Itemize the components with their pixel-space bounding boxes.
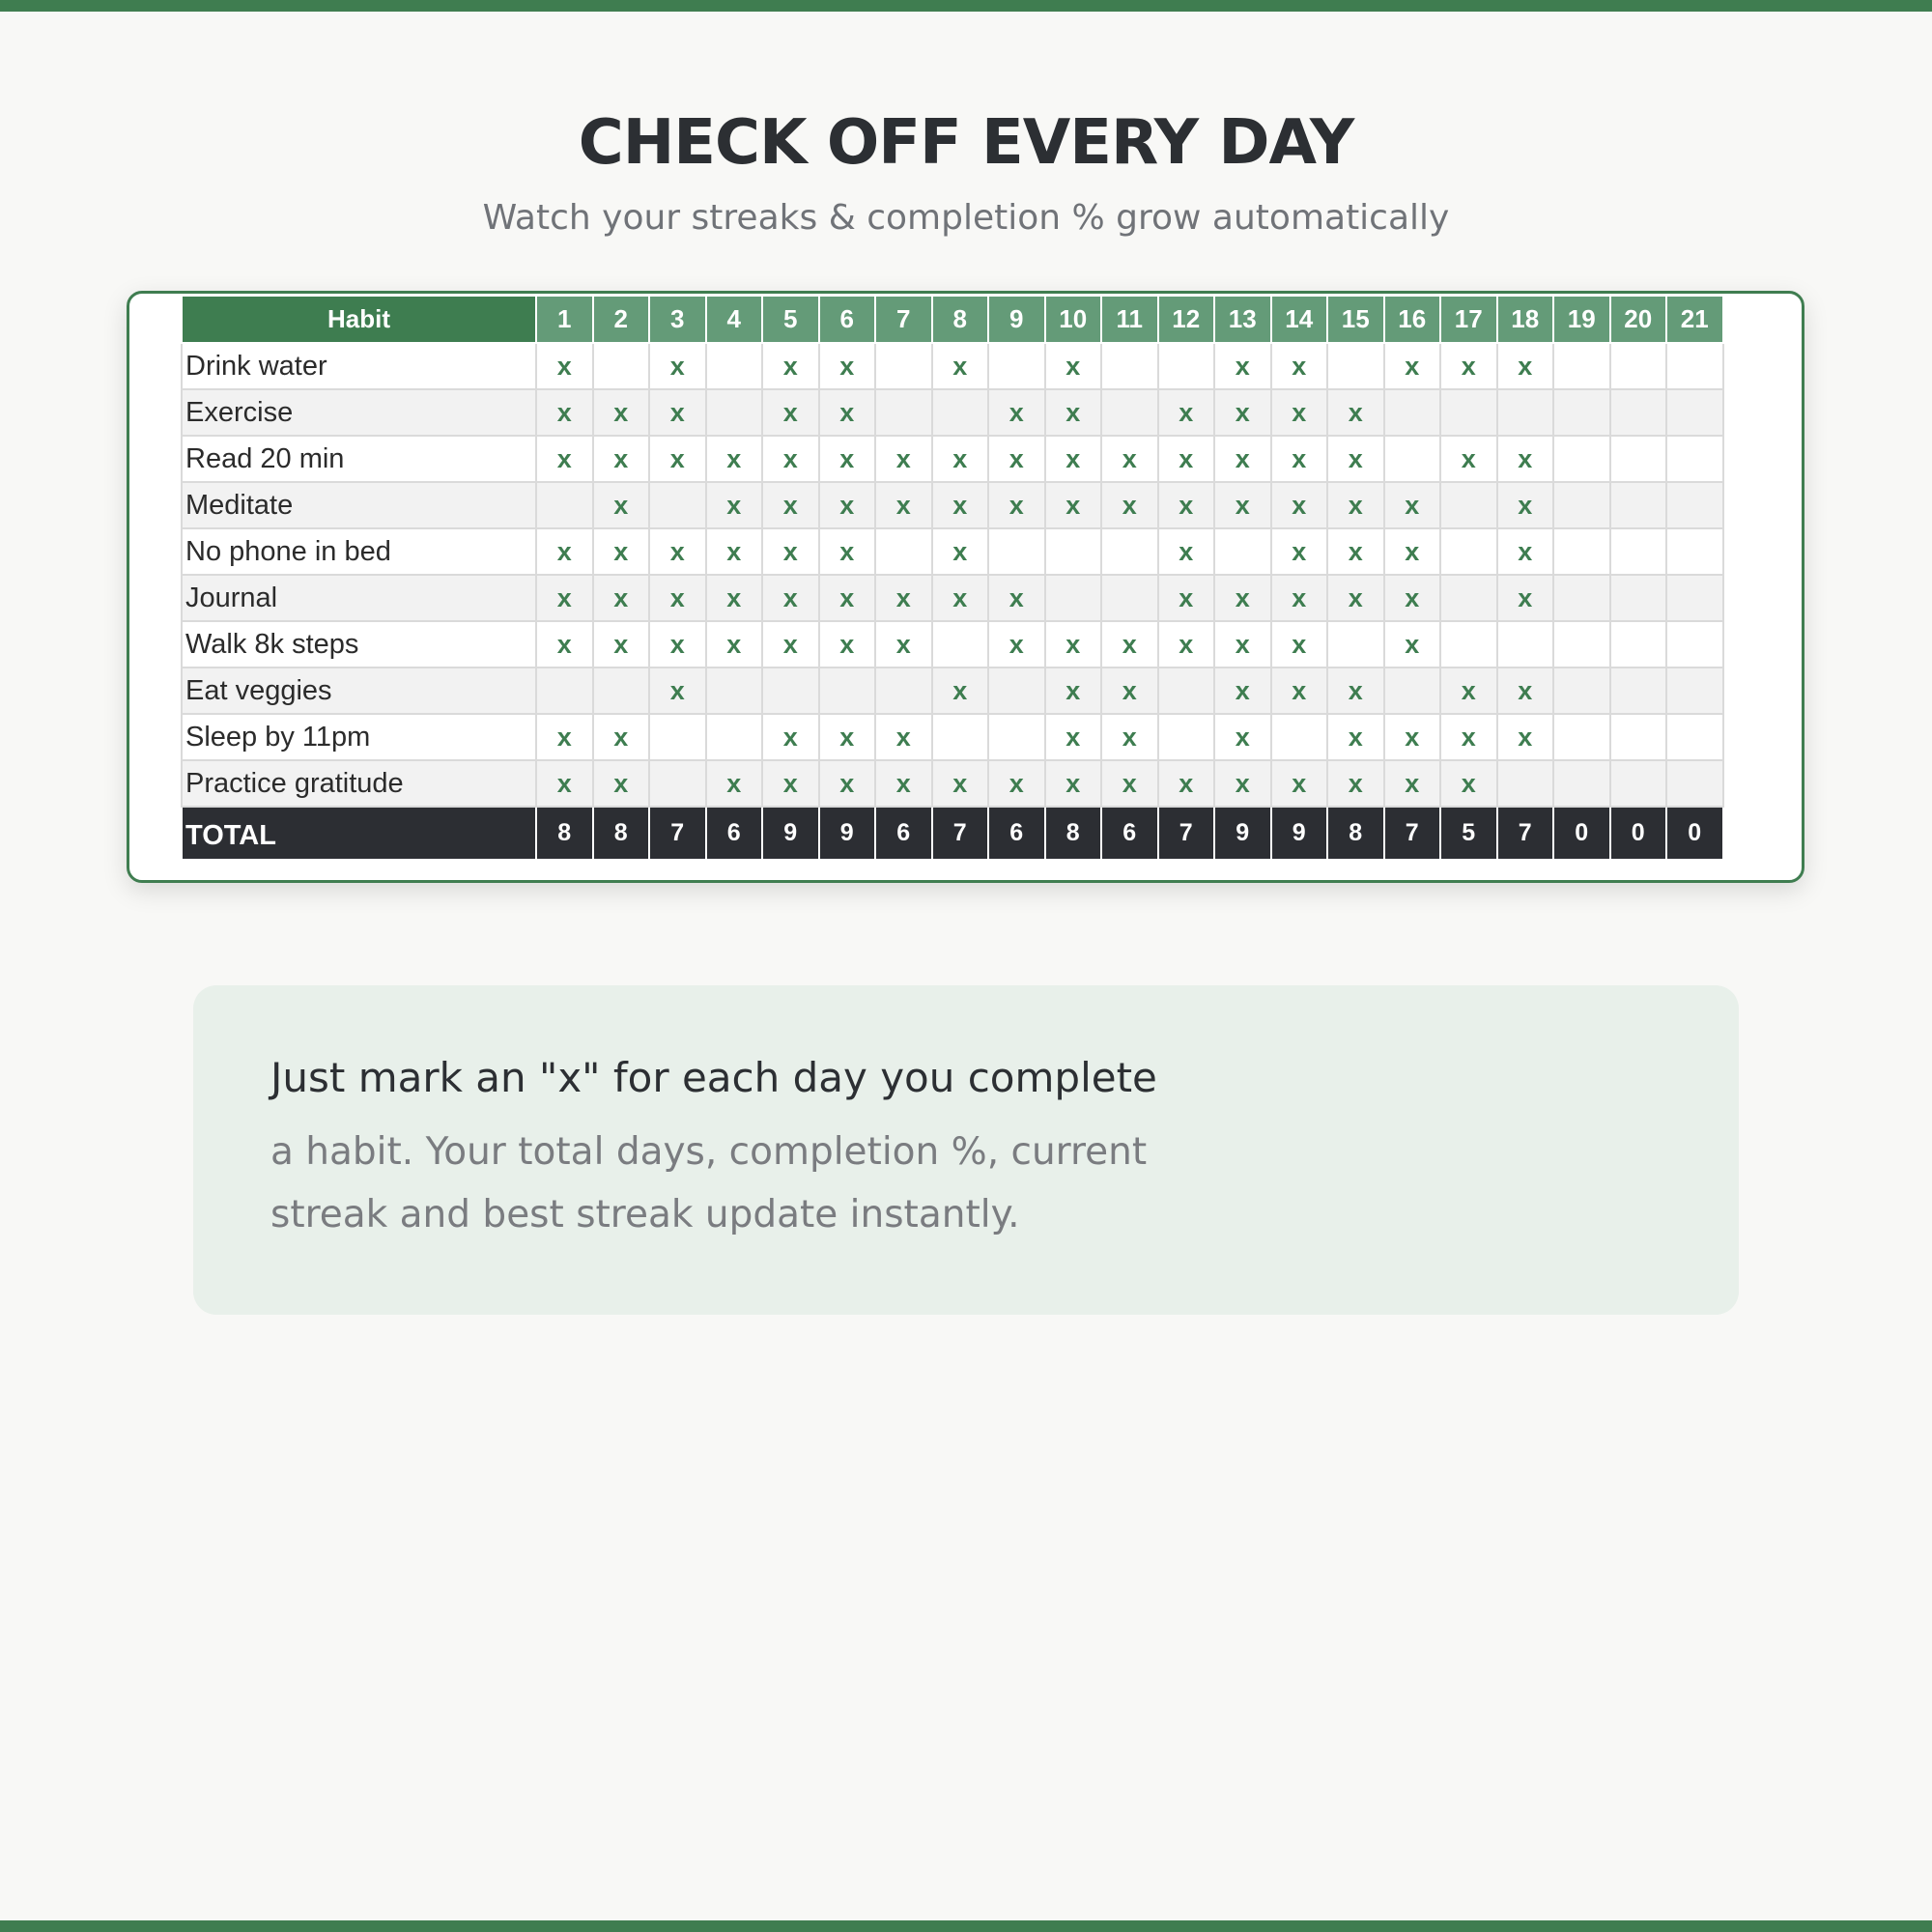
day-check-cell[interactable]: x (1271, 482, 1328, 528)
day-check-cell[interactable] (932, 389, 989, 436)
day-check-cell[interactable] (1666, 760, 1723, 807)
day-check-cell[interactable] (706, 343, 763, 389)
day-check-cell[interactable]: x (1384, 714, 1441, 760)
day-check-cell[interactable]: x (1497, 482, 1554, 528)
day-check-cell[interactable]: x (1045, 621, 1102, 668)
day-check-cell[interactable]: x (1271, 528, 1328, 575)
day-check-cell[interactable] (1497, 389, 1554, 436)
day-header: 12 (1158, 296, 1215, 343)
day-check-cell[interactable] (1553, 389, 1610, 436)
day-check-cell[interactable]: x (988, 575, 1045, 621)
day-check-cell[interactable]: x (706, 436, 763, 482)
day-header: 3 (649, 296, 706, 343)
habit-row (182, 436, 1723, 482)
day-header: 8 (932, 296, 989, 343)
day-check-cell[interactable]: x (1158, 760, 1215, 807)
day-check-cell[interactable]: x (1327, 436, 1384, 482)
day-total: 6 (875, 807, 932, 860)
day-check-cell[interactable] (1158, 343, 1215, 389)
day-total: 0 (1666, 807, 1723, 860)
habit-row (182, 575, 1723, 621)
day-header: 20 (1610, 296, 1667, 343)
day-check-cell[interactable]: x (1271, 621, 1328, 668)
day-check-cell[interactable]: x (1440, 343, 1497, 389)
day-total: 7 (649, 807, 706, 860)
day-check-cell[interactable]: x (1214, 575, 1271, 621)
day-check-cell[interactable]: x (1158, 482, 1215, 528)
day-check-cell[interactable] (1158, 714, 1215, 760)
day-total: 5 (1440, 807, 1497, 860)
day-check-cell[interactable]: x (762, 389, 819, 436)
day-check-cell[interactable] (1271, 714, 1328, 760)
day-check-cell[interactable]: x (649, 575, 706, 621)
day-check-cell[interactable]: x (762, 621, 819, 668)
day-check-cell[interactable] (1553, 482, 1610, 528)
day-check-cell[interactable]: x (593, 575, 650, 621)
day-check-cell[interactable]: x (1158, 436, 1215, 482)
day-check-cell[interactable] (932, 714, 989, 760)
day-check-cell[interactable]: x (1101, 760, 1158, 807)
habit-row (182, 760, 1723, 807)
habit-row (182, 389, 1723, 436)
day-check-cell[interactable]: x (536, 575, 593, 621)
day-check-cell[interactable]: x (1214, 436, 1271, 482)
habit-name: No phone in bed (182, 528, 536, 575)
day-total: 6 (988, 807, 1045, 860)
day-check-cell[interactable]: x (1384, 528, 1441, 575)
day-check-cell[interactable] (1440, 575, 1497, 621)
day-check-cell[interactable] (819, 668, 876, 714)
day-check-cell[interactable]: x (536, 436, 593, 482)
day-check-cell[interactable] (875, 668, 932, 714)
habit-row (182, 343, 1723, 389)
day-check-cell[interactable]: x (706, 760, 763, 807)
day-check-cell[interactable] (1666, 528, 1723, 575)
day-check-cell[interactable]: x (1158, 389, 1215, 436)
day-check-cell[interactable]: x (875, 575, 932, 621)
day-check-cell[interactable] (1610, 436, 1667, 482)
day-check-cell[interactable]: x (1214, 343, 1271, 389)
day-check-cell[interactable] (1610, 760, 1667, 807)
habit-row (182, 528, 1723, 575)
day-header: 5 (762, 296, 819, 343)
day-check-cell[interactable] (988, 668, 1045, 714)
day-check-cell[interactable]: x (536, 389, 593, 436)
day-check-cell[interactable]: x (988, 389, 1045, 436)
day-check-cell[interactable] (706, 668, 763, 714)
day-check-cell[interactable]: x (593, 482, 650, 528)
day-check-cell[interactable]: x (932, 668, 989, 714)
habit-name: Drink water (182, 343, 536, 389)
day-check-cell[interactable] (593, 668, 650, 714)
day-check-cell[interactable] (1553, 621, 1610, 668)
day-check-cell[interactable]: x (988, 760, 1045, 807)
day-check-cell[interactable] (706, 389, 763, 436)
day-check-cell[interactable]: x (762, 528, 819, 575)
day-total: 9 (762, 807, 819, 860)
day-check-cell[interactable] (593, 343, 650, 389)
day-check-cell[interactable]: x (875, 482, 932, 528)
day-total: 7 (932, 807, 989, 860)
day-check-cell[interactable]: x (819, 436, 876, 482)
day-check-cell[interactable] (1666, 482, 1723, 528)
day-check-cell[interactable]: x (1384, 482, 1441, 528)
day-check-cell[interactable] (988, 714, 1045, 760)
day-check-cell[interactable] (762, 668, 819, 714)
day-total: 6 (706, 807, 763, 860)
day-check-cell[interactable]: x (593, 760, 650, 807)
day-check-cell[interactable]: x (1440, 436, 1497, 482)
day-check-cell[interactable]: x (1158, 621, 1215, 668)
day-check-cell[interactable]: x (819, 621, 876, 668)
day-header: 6 (819, 296, 876, 343)
day-check-cell[interactable]: x (1214, 668, 1271, 714)
day-check-cell[interactable]: x (1497, 575, 1554, 621)
day-check-cell[interactable]: x (1384, 343, 1441, 389)
day-total: 8 (536, 807, 593, 860)
day-check-cell[interactable]: x (1214, 621, 1271, 668)
instructions-text (270, 1121, 1236, 1246)
day-check-cell[interactable]: x (1045, 760, 1102, 807)
day-check-cell[interactable]: x (875, 621, 932, 668)
day-check-cell[interactable]: x (988, 621, 1045, 668)
day-check-cell[interactable] (1384, 436, 1441, 482)
day-check-cell[interactable] (649, 760, 706, 807)
day-check-cell[interactable]: x (988, 482, 1045, 528)
habit-tracker-table (181, 295, 1724, 861)
day-check-cell[interactable] (1327, 343, 1384, 389)
day-total: 8 (593, 807, 650, 860)
habit-row (182, 714, 1723, 760)
day-check-cell[interactable]: x (706, 528, 763, 575)
day-check-cell[interactable] (1610, 575, 1667, 621)
day-check-cell[interactable]: x (593, 389, 650, 436)
day-check-cell[interactable]: x (1101, 482, 1158, 528)
day-check-cell[interactable] (1327, 621, 1384, 668)
day-check-cell[interactable]: x (762, 482, 819, 528)
day-check-cell[interactable] (1610, 528, 1667, 575)
day-header: 2 (593, 296, 650, 343)
day-header: 9 (988, 296, 1045, 343)
day-check-cell[interactable]: x (649, 389, 706, 436)
day-check-cell[interactable]: x (593, 714, 650, 760)
day-total: 9 (1271, 807, 1328, 860)
instructions-panel (193, 985, 1739, 1315)
day-check-cell[interactable] (1101, 343, 1158, 389)
day-check-cell[interactable]: x (819, 714, 876, 760)
day-check-cell[interactable]: x (649, 668, 706, 714)
day-check-cell[interactable]: x (1214, 714, 1271, 760)
day-check-cell[interactable] (1440, 482, 1497, 528)
tracker-body (182, 343, 1723, 860)
day-check-cell[interactable]: x (1101, 621, 1158, 668)
instructions-line-2: streak and best streak update instantly. (270, 1193, 1020, 1236)
day-check-cell[interactable]: x (706, 575, 763, 621)
day-check-cell[interactable] (988, 343, 1045, 389)
day-check-cell[interactable]: x (762, 343, 819, 389)
day-check-cell[interactable]: x (1271, 389, 1328, 436)
day-check-cell[interactable]: x (932, 436, 989, 482)
day-check-cell[interactable]: x (536, 760, 593, 807)
day-check-cell[interactable]: x (1497, 343, 1554, 389)
day-check-cell[interactable] (1610, 343, 1667, 389)
day-check-cell[interactable] (1553, 528, 1610, 575)
day-check-cell[interactable] (1497, 760, 1554, 807)
day-check-cell[interactable]: x (1384, 621, 1441, 668)
day-check-cell[interactable]: x (1497, 668, 1554, 714)
top-accent-bar (0, 0, 1932, 12)
day-check-cell[interactable] (1666, 389, 1723, 436)
day-check-cell[interactable]: x (1101, 436, 1158, 482)
day-check-cell[interactable] (1666, 668, 1723, 714)
day-check-cell[interactable]: x (1271, 668, 1328, 714)
day-header: 19 (1553, 296, 1610, 343)
day-header: 14 (1271, 296, 1328, 343)
day-check-cell[interactable] (649, 714, 706, 760)
day-check-cell[interactable] (1610, 389, 1667, 436)
day-check-cell[interactable]: x (988, 436, 1045, 482)
habit-column-header: Habit (182, 296, 536, 343)
day-check-cell[interactable]: x (593, 436, 650, 482)
day-check-cell[interactable] (1158, 668, 1215, 714)
day-check-cell[interactable] (1440, 389, 1497, 436)
day-header: 10 (1045, 296, 1102, 343)
day-check-cell[interactable]: x (1440, 668, 1497, 714)
day-check-cell[interactable] (536, 668, 593, 714)
day-check-cell[interactable] (1553, 436, 1610, 482)
day-check-cell[interactable]: x (1327, 575, 1384, 621)
day-check-cell[interactable]: x (536, 528, 593, 575)
day-check-cell[interactable]: x (1327, 482, 1384, 528)
day-check-cell[interactable]: x (1497, 714, 1554, 760)
habit-row (182, 668, 1723, 714)
day-check-cell[interactable]: x (1045, 389, 1102, 436)
day-check-cell[interactable]: x (932, 528, 989, 575)
day-check-cell[interactable]: x (1271, 575, 1328, 621)
habit-row (182, 621, 1723, 668)
day-check-cell[interactable] (875, 528, 932, 575)
day-check-cell[interactable]: x (932, 760, 989, 807)
page-subtitle: Watch your streaks & completion % grow automatically (482, 198, 1450, 238)
day-check-cell[interactable]: x (1440, 760, 1497, 807)
day-check-cell[interactable]: x (1214, 389, 1271, 436)
day-check-cell[interactable]: x (649, 621, 706, 668)
day-check-cell[interactable]: x (1101, 668, 1158, 714)
day-check-cell[interactable]: x (762, 436, 819, 482)
day-check-cell[interactable]: x (706, 621, 763, 668)
day-check-cell[interactable]: x (1327, 389, 1384, 436)
habit-name: Meditate (182, 482, 536, 528)
day-check-cell[interactable] (1553, 668, 1610, 714)
day-check-cell[interactable]: x (762, 760, 819, 807)
day-check-cell[interactable] (1666, 621, 1723, 668)
habit-name: Practice gratitude (182, 760, 536, 807)
day-header: 7 (875, 296, 932, 343)
day-check-cell[interactable] (706, 714, 763, 760)
day-check-cell[interactable]: x (536, 621, 593, 668)
habit-name: Sleep by 11pm (182, 714, 536, 760)
day-total: 9 (819, 807, 876, 860)
day-check-cell[interactable]: x (1327, 714, 1384, 760)
day-check-cell[interactable] (1610, 482, 1667, 528)
day-check-cell[interactable]: x (1271, 760, 1328, 807)
day-check-cell[interactable]: x (1045, 668, 1102, 714)
day-check-cell[interactable] (1666, 575, 1723, 621)
day-check-cell[interactable]: x (1271, 343, 1328, 389)
header-row (182, 296, 1723, 343)
day-check-cell[interactable] (875, 343, 932, 389)
day-total: 8 (1045, 807, 1102, 860)
day-check-cell[interactable] (1045, 575, 1102, 621)
day-check-cell[interactable] (1101, 575, 1158, 621)
day-check-cell[interactable] (1610, 668, 1667, 714)
day-total: 8 (1327, 807, 1384, 860)
day-check-cell[interactable]: x (1384, 575, 1441, 621)
day-check-cell[interactable]: x (1327, 528, 1384, 575)
day-check-cell[interactable] (1666, 714, 1723, 760)
day-check-cell[interactable]: x (932, 575, 989, 621)
day-check-cell[interactable]: x (875, 714, 932, 760)
day-check-cell[interactable]: x (649, 436, 706, 482)
day-header: 16 (1384, 296, 1441, 343)
day-check-cell[interactable] (1497, 621, 1554, 668)
day-check-cell[interactable]: x (1045, 343, 1102, 389)
day-check-cell[interactable] (1553, 714, 1610, 760)
day-check-cell[interactable] (1610, 621, 1667, 668)
day-check-cell[interactable]: x (1045, 436, 1102, 482)
day-check-cell[interactable]: x (1327, 668, 1384, 714)
day-check-cell[interactable] (536, 482, 593, 528)
day-check-cell[interactable]: x (1045, 482, 1102, 528)
day-check-cell[interactable]: x (875, 436, 932, 482)
day-total: 7 (1158, 807, 1215, 860)
habit-name: Eat veggies (182, 668, 536, 714)
day-check-cell[interactable] (1553, 343, 1610, 389)
day-check-cell[interactable]: x (536, 343, 593, 389)
day-check-cell[interactable] (932, 621, 989, 668)
day-check-cell[interactable]: x (593, 528, 650, 575)
day-total: 0 (1610, 807, 1667, 860)
day-check-cell[interactable] (1440, 621, 1497, 668)
day-check-cell[interactable] (1666, 436, 1723, 482)
day-check-cell[interactable] (1101, 389, 1158, 436)
day-header: 13 (1214, 296, 1271, 343)
day-check-cell[interactable]: x (1045, 714, 1102, 760)
day-check-cell[interactable] (1553, 575, 1610, 621)
day-check-cell[interactable]: x (819, 343, 876, 389)
day-check-cell[interactable] (875, 389, 932, 436)
day-check-cell[interactable]: x (1101, 714, 1158, 760)
day-total: 6 (1101, 807, 1158, 860)
day-check-cell[interactable]: x (819, 528, 876, 575)
day-check-cell[interactable]: x (1271, 436, 1328, 482)
day-check-cell[interactable]: x (932, 482, 989, 528)
day-check-cell[interactable]: x (1214, 482, 1271, 528)
day-check-cell[interactable]: x (1214, 760, 1271, 807)
day-header: 4 (706, 296, 763, 343)
day-check-cell[interactable]: x (1440, 714, 1497, 760)
day-check-cell[interactable]: x (1384, 760, 1441, 807)
day-check-cell[interactable]: x (819, 482, 876, 528)
day-header: 21 (1666, 296, 1723, 343)
day-header: 15 (1327, 296, 1384, 343)
day-check-cell[interactable] (1101, 528, 1158, 575)
day-check-cell[interactable]: x (819, 389, 876, 436)
day-header: 17 (1440, 296, 1497, 343)
day-check-cell[interactable] (1553, 760, 1610, 807)
bottom-accent-bar (0, 1920, 1932, 1932)
day-header: 18 (1497, 296, 1554, 343)
day-check-cell[interactable]: x (649, 528, 706, 575)
day-check-cell[interactable]: x (1327, 760, 1384, 807)
day-check-cell[interactable] (1440, 528, 1497, 575)
day-check-cell[interactable] (649, 482, 706, 528)
day-check-cell[interactable]: x (1497, 436, 1554, 482)
day-total: 7 (1384, 807, 1441, 860)
day-check-cell[interactable] (1666, 343, 1723, 389)
day-total: 0 (1553, 807, 1610, 860)
day-check-cell[interactable]: x (593, 621, 650, 668)
page-title: CHECK OFF EVERY DAY (578, 107, 1354, 179)
day-total: 7 (1497, 807, 1554, 860)
day-check-cell[interactable] (1045, 528, 1102, 575)
day-check-cell[interactable]: x (536, 714, 593, 760)
day-check-cell[interactable]: x (706, 482, 763, 528)
day-check-cell[interactable]: x (649, 343, 706, 389)
habit-name: Walk 8k steps (182, 621, 536, 668)
day-total: 9 (1214, 807, 1271, 860)
day-check-cell[interactable]: x (1158, 528, 1215, 575)
day-check-cell[interactable] (1384, 668, 1441, 714)
day-check-cell[interactable]: x (762, 714, 819, 760)
habit-name: Exercise (182, 389, 536, 436)
day-check-cell[interactable]: x (819, 760, 876, 807)
habit-name: Read 20 min (182, 436, 536, 482)
total-label: TOTAL (182, 807, 536, 860)
total-row (182, 807, 1723, 860)
day-check-cell[interactable]: x (932, 343, 989, 389)
day-check-cell[interactable]: x (875, 760, 932, 807)
habit-name: Journal (182, 575, 536, 621)
habit-row (182, 482, 1723, 528)
instructions-line-1: a habit. Your total days, completion %, current (270, 1130, 1148, 1174)
day-check-cell[interactable]: x (819, 575, 876, 621)
day-check-cell[interactable] (988, 528, 1045, 575)
day-header: 1 (536, 296, 593, 343)
instructions-heading: Just mark an "x" for each day you complete (270, 1054, 1157, 1101)
day-header: 11 (1101, 296, 1158, 343)
day-check-cell[interactable] (1214, 528, 1271, 575)
day-check-cell[interactable]: x (1158, 575, 1215, 621)
day-check-cell[interactable]: x (1497, 528, 1554, 575)
day-check-cell[interactable] (1384, 389, 1441, 436)
day-check-cell[interactable]: x (762, 575, 819, 621)
day-check-cell[interactable] (1610, 714, 1667, 760)
